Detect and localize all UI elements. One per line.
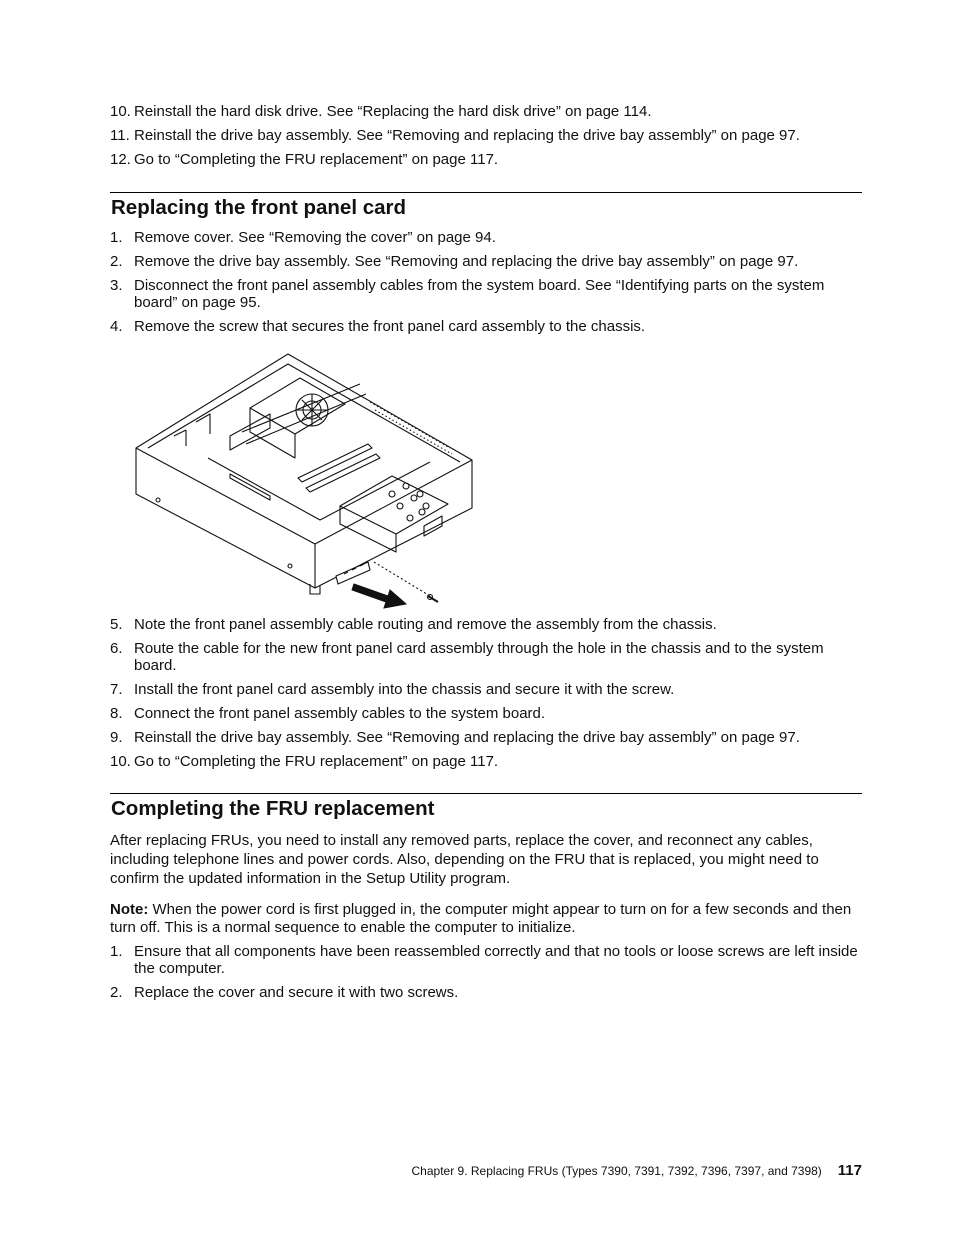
list-item: 8. Connect the front panel assembly cables to the system board. [110, 705, 546, 722]
list-item: 9. Reinstall the drive bay assembly. See “Removing and replacing the drive bay assembly” on page 97. [110, 729, 800, 746]
front-panel-steps-a [110, 229, 862, 335]
top-step-list [110, 103, 862, 168]
list-item: 10. Reinstall the hard disk drive. See “Replacing the hard disk drive” on page 114. [110, 103, 652, 120]
note-paragraph [110, 901, 862, 936]
section-heading-completing: Completing the FRU replacement [111, 797, 435, 820]
list-item: 6. Route the cable for the new front panel card assembly through the hole in the chassis and to the system board. [110, 640, 824, 674]
completing-steps [110, 943, 862, 1001]
list-item: 5. Note the front panel assembly cable routing and remove the assembly from the chassis. [110, 616, 717, 633]
footer-chapter: Chapter 9. Replacing FRUs (Types 7390, 7391, 7392, 7396, 7397, and 7398) [411, 1164, 822, 1178]
intro-paragraph: After replacing FRUs, you need to install any removed parts, replace the cover, and reconnect any cables, including telephone lines and power cords. Also, depending on the FRU that is replaced, you might need to confirm the updated information in the Setup Utility program. [110, 832, 819, 887]
chassis-illustration [130, 348, 480, 610]
list-item: 2. Replace the cover and secure it with two screws. [110, 984, 459, 1001]
list-item: 2. Remove the drive bay assembly. See “Removing and replacing the drive bay assembly” on page 97. [110, 253, 799, 270]
note-label: Note: [110, 901, 149, 918]
list-item: 3. Disconnect the front panel assembly cables from the system board. See “Identifying parts on the system board” on page 95. [110, 277, 825, 311]
page-number: 117 [837, 1162, 862, 1179]
list-item: 7. Install the front panel card assembly into the chassis and secure it with the screw. [110, 681, 675, 698]
list-item: 1. Ensure that all components have been reassembled correctly and that no tools or loose screws are left inside the computer. [110, 943, 858, 977]
list-item: 4. Remove the screw that secures the front panel card assembly to the chassis. [110, 318, 646, 335]
section-divider [110, 192, 862, 193]
list-item: 10. Go to “Completing the FRU replacement” on page 117. [110, 753, 499, 770]
section-divider [110, 793, 862, 794]
front-panel-steps-b [110, 616, 862, 770]
list-item: 12. Go to “Completing the FRU replacement” on page 117. [110, 151, 499, 168]
note-text: When the power cord is first plugged in, the computer might appear to turn on for a few seconds and then turn off. This is a normal sequence to enable the computer to initialize. [110, 901, 852, 936]
list-item: 11. Reinstall the drive bay assembly. See “Removing and replacing the drive bay assembly” on page 97. [110, 127, 800, 144]
page-footer [412, 1163, 862, 1179]
section-heading-front-panel: Replacing the front panel card [111, 196, 407, 219]
list-item: 1. Remove cover. See “Removing the cover” on page 94. [110, 229, 496, 246]
